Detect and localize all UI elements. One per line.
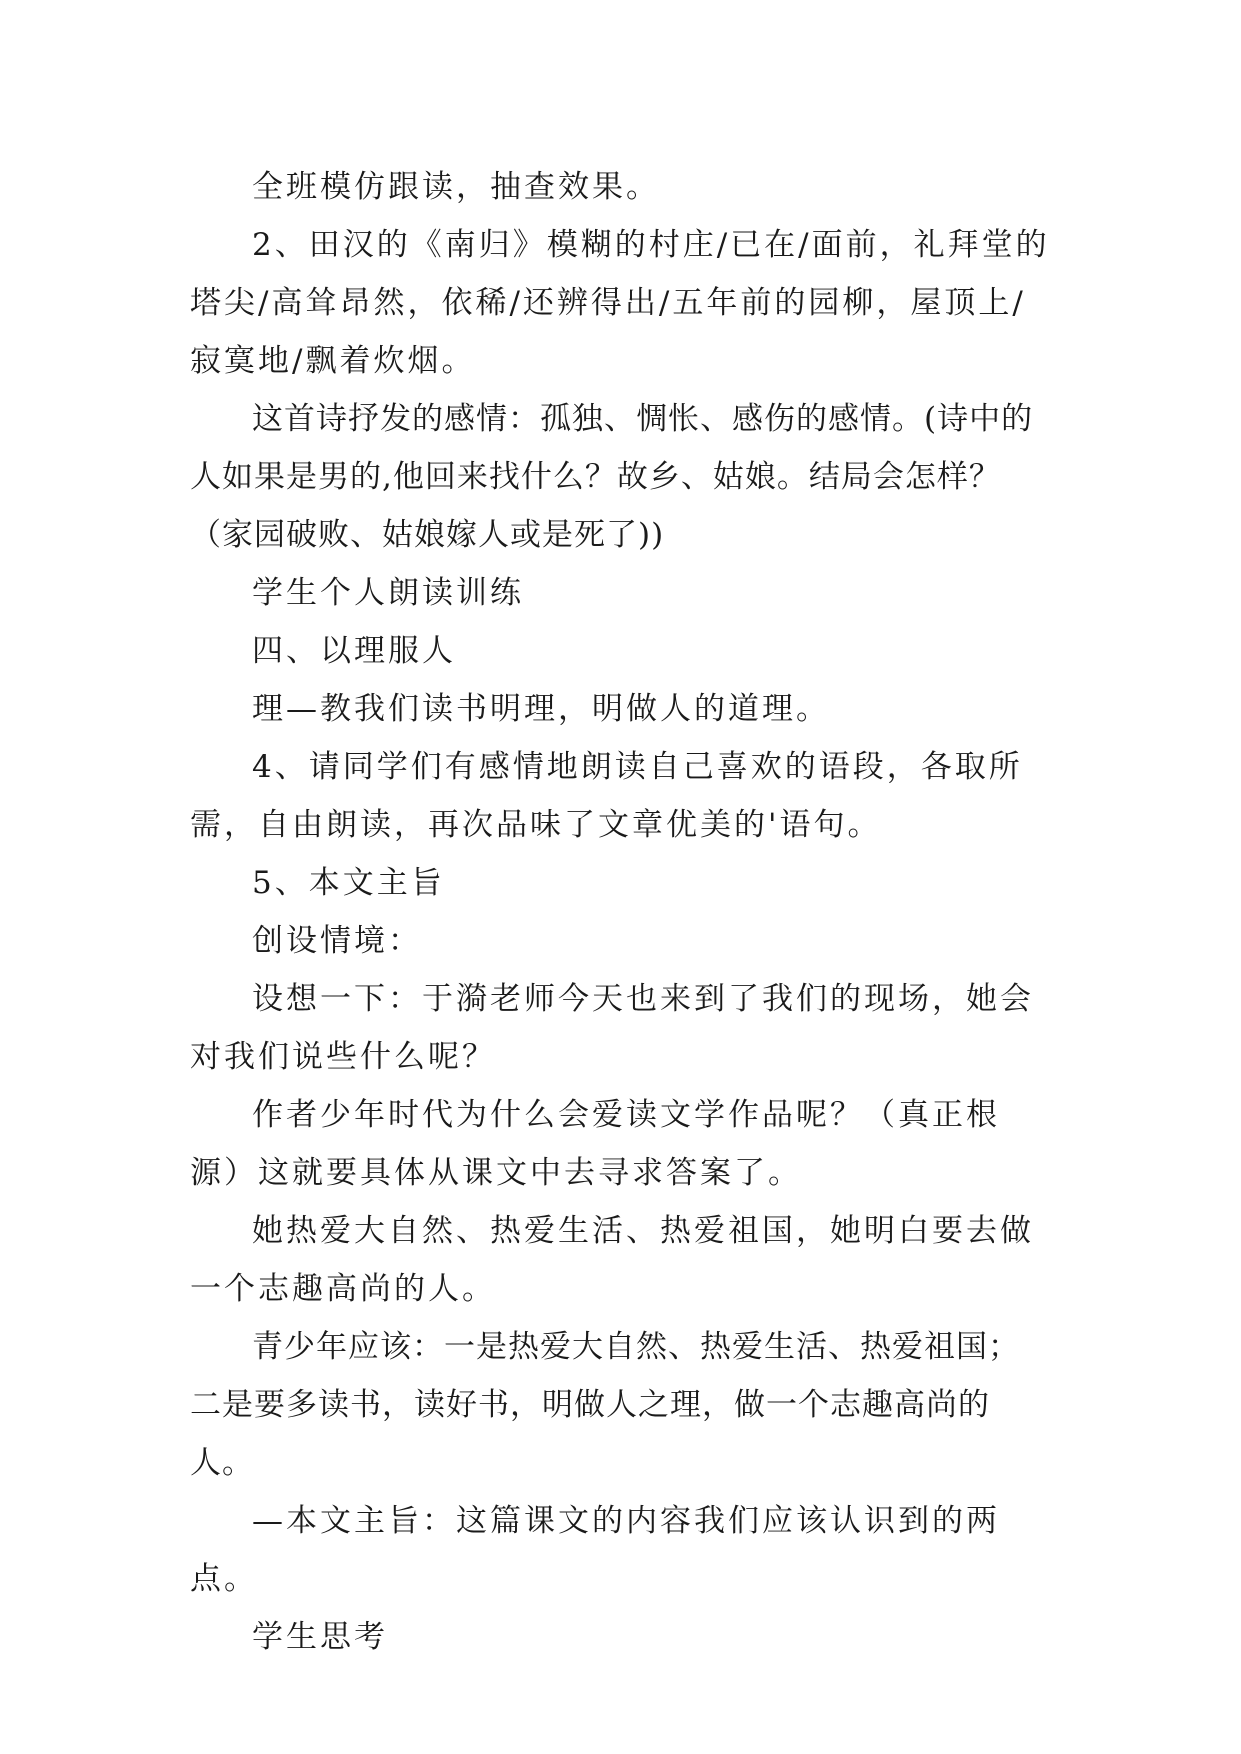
paragraph-14: —本文主旨：这篇课文的内容我们应该认识到的两点。 bbox=[190, 1503, 1000, 1597]
paragraph-7: 4、请同学们有感情地朗读自己喜欢的语段，各取所需，自由朗读，再次品味了文章优美的'语句。 bbox=[190, 749, 1023, 843]
document-body bbox=[190, 158, 1050, 1666]
paragraph-9: 创设情境： bbox=[252, 923, 422, 959]
paragraph-12: 她热爱大自然、热爱生活、热爱祖国，她明白要去做一个志趣高尚的人。 bbox=[190, 1213, 1034, 1307]
paragraph-8: 5、本文主旨 bbox=[252, 865, 445, 901]
paragraph-10: 设想一下：于漪老师今天也来到了我们的现场，她会对我们说些什么呢？ bbox=[190, 981, 1034, 1075]
paragraph-11: 作者少年时代为什么会爱读文学作品呢？（真正根源）这就要具体从课文中去寻求答案了。 bbox=[190, 1097, 1000, 1191]
paragraph-1: 全班模仿跟读，抽查效果。 bbox=[252, 169, 660, 205]
paragraph-2: 2、田汉的《南归》模糊的村庄/已在/面前，礼拜堂的塔尖/高耸昂然，依稀/还辨得出/五年前的园柳，屋顶上/寂寞地/飘着炊烟。 bbox=[190, 227, 1050, 379]
paragraph-15: 学生思考 bbox=[252, 1619, 388, 1655]
paragraph-4: 学生个人朗读训练 bbox=[252, 575, 524, 611]
paragraph-3: 这首诗抒发的感情：孤独、惆怅、感伤的感情。(诗中的人如果是男的,他回来找什么？故乡、姑娘。结局会怎样？（家园破败、姑娘嫁人或是死了)) bbox=[190, 401, 1034, 553]
paragraph-5: 四、以理服人 bbox=[252, 633, 456, 669]
paragraph-13: 青少年应该：一是热爱大自然、热爱生活、热爱祖国；二是要多读书，读好书，明做人之理，做一个志趣高尚的人。 bbox=[190, 1329, 1020, 1481]
paragraph-6: 理—教我们读书明理，明做人的道理。 bbox=[252, 691, 830, 727]
